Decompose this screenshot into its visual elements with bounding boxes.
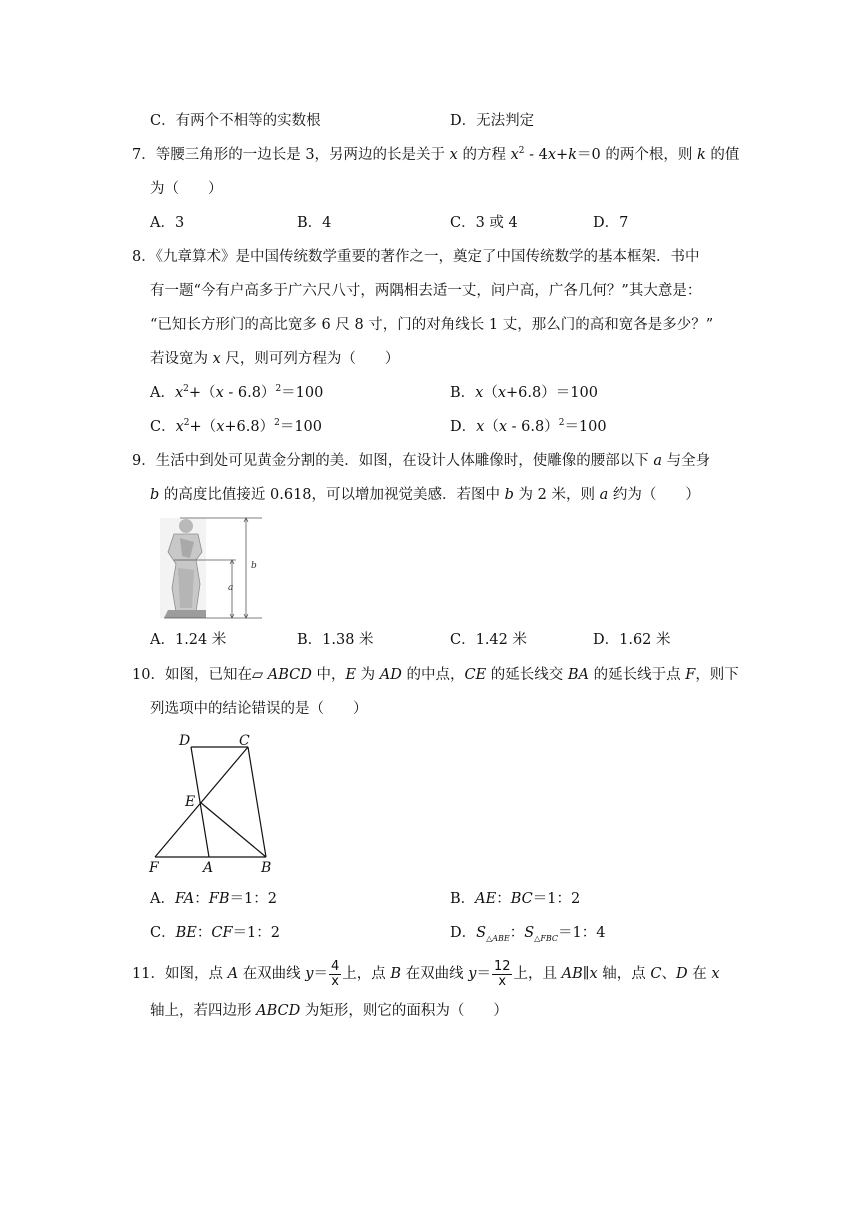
statue-image [160, 518, 206, 618]
q8-stem-line1: 8．《九章算术》是中国传统数学重要的著作之一，奠定了中国传统数学的基本框架．书中 [132, 249, 700, 265]
q9-statue-figure [150, 512, 270, 624]
fig-label-c: C [239, 733, 250, 749]
fraction-4-over-x: $\frac{4}{x}$ [330, 958, 340, 989]
q7-option-b: B．4 [297, 215, 332, 231]
q8-stem-line2: 有一题“今有户高多于广六尺八寸，两隅相去适一丈，问户高，广各几何？”其大意是： [150, 283, 702, 299]
fig-label-d: D [179, 733, 191, 749]
q8-option-d: D．x（x - 6.8）$^2$＝100 [450, 418, 607, 435]
q7-option-a: A．3 [150, 215, 185, 231]
fraction-12-over-x: $\frac{12}{x}$ [493, 958, 511, 989]
fig-label-a: A [203, 860, 214, 876]
fig-label-b: b [251, 561, 257, 571]
fig-label-a: a [228, 583, 234, 593]
q9-stem-line1: 9．生活中到处可见黄金分割的美．如图，在设计人体雕像时，使雕像的腰部以下 a 与全身 [132, 453, 711, 469]
q7-option-d: D．7 [593, 215, 629, 231]
q6-option-d: D．无法判定 [450, 113, 535, 129]
q8-option-a: A．$x^2+(x - 6.8)^2=100$ [150, 384, 324, 401]
q10-option-d: D．$S_{\triangle ABE}$：$S_{\triangle FBC}=1$：4 [450, 925, 606, 943]
q9-option-b: B．1.38 米 [297, 632, 374, 648]
q9-option-c: C．1.42 米 [450, 632, 527, 648]
q10-stem-line1: 10．如图，已知在▱ ABCD 中，E 为 AD 的中点，CE 的延长线交 BA 的延长线于点 F，则下 [132, 667, 739, 683]
q10-option-c: C．BE：CF＝1：2 [150, 925, 280, 941]
fig-label-e: E [185, 794, 196, 810]
fig-label-b: B [261, 860, 272, 876]
q8-stem-line3: “已知长方形门的高比宽多 6 尺 8 寸，门的对角线长 1 丈，那么门的高和宽各是多少？” [150, 317, 714, 333]
q8-option-b: B．x（x+6.8）＝100 [450, 385, 598, 401]
q11-stem-line2: 轴上，若四边形 ABCD 为矩形，则它的面积为（ ） [150, 1003, 508, 1019]
q7-stem-line2: 为（ ） [150, 181, 223, 197]
q9-option-d: D．1.62 米 [593, 632, 671, 648]
q10-parallelogram-figure [145, 730, 280, 878]
fig-label-f: F [149, 860, 159, 876]
q10-stem-line2: 列选项中的结论错误的是（ ） [150, 701, 368, 717]
q8-option-c: C．$x^2+(x+6.8)^2=100$ [150, 418, 323, 435]
q7-stem-line1: 7．等腰三角形的一边长是 3，另两边的长是关于 x 的方程 $x^2 - 4x+k=0$ 的两个根，则 k 的值 [132, 146, 740, 163]
q7-option-c: C．3 或 4 [450, 215, 518, 231]
q9-stem-line2: b 的高度比值接近 0.618，可以增加视觉美感．若图中 b 为 2 米，则 a 约为（ ） [150, 487, 700, 503]
q11-stem-line1: 11．如图，点 A 在双曲线 y＝ $\frac{4}{x}$ 上，点 B 在双曲线 y＝ $\frac{12}{x}$ 上，且 AB∥x 轴，点 C、D 在 x [132, 958, 720, 989]
q10-option-b: B．AE：BC＝1：2 [450, 891, 581, 907]
q10-option-a: A．FA：FB＝1：2 [150, 891, 277, 907]
q9-option-a: A．1.24 米 [150, 632, 227, 648]
q8-stem-line4: 若设宽为 x 尺，则可列方程为（ ） [150, 351, 400, 367]
q6-option-c: C．有两个不相等的实数根 [150, 113, 321, 129]
